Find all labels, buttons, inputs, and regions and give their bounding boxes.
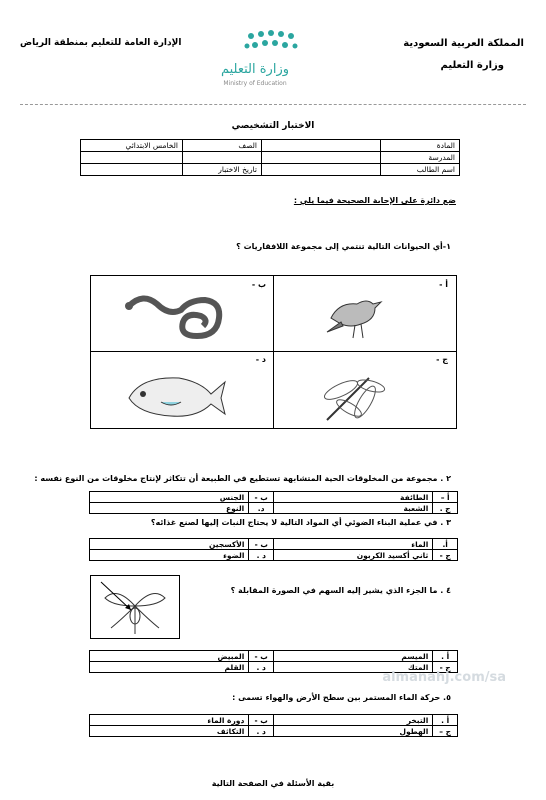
q1-text: ١-أي الحيوانات التالية تنتمي إلى مجموعة اللافقاريات ؟	[236, 242, 451, 251]
logo-text: وزارة التعليم	[220, 62, 290, 77]
watermark: almanahj.com/sa	[382, 670, 506, 685]
q3-option-d[interactable]: الضوء	[90, 550, 249, 561]
ministry-logo	[205, 28, 345, 94]
q5-row	[90, 726, 458, 737]
q4-row	[90, 651, 458, 662]
q1-image-grid	[90, 275, 457, 429]
q4-option-d-key[interactable]: د .	[249, 662, 274, 673]
q2-option-a-key[interactable]: أ –	[433, 492, 458, 503]
q5-text: ٥. حركة الماء المستمر بين سطح الأرض والهواء تسمى :	[232, 693, 451, 702]
q3-option-c[interactable]: ثاني أكسيد الكربون	[274, 550, 433, 561]
header-right	[403, 36, 524, 74]
q3-row	[90, 539, 458, 550]
empty-1	[183, 152, 262, 164]
q3-option-b-key[interactable]: ب -	[249, 539, 274, 550]
q2-options	[89, 491, 458, 514]
footer-note: بقية الأسئلة في الصفحة التالية	[211, 779, 335, 788]
q4-option-b-key[interactable]: ب -	[249, 651, 274, 662]
q4-option-a-key[interactable]: أ .	[433, 651, 458, 662]
q5-option-b-key[interactable]: ب -	[249, 715, 274, 726]
grade-label: الصف	[183, 140, 262, 152]
school-label: المدرسة	[381, 152, 460, 164]
q2-option-c[interactable]: الشعبة	[273, 503, 432, 514]
subject-label: المادة	[381, 140, 460, 152]
q4-option-b[interactable]: المبيض	[90, 651, 249, 662]
q3-option-a[interactable]: الماء	[274, 539, 433, 550]
date-value	[81, 164, 183, 176]
q5-option-a-key[interactable]: أ .	[433, 715, 458, 726]
info-table	[80, 139, 460, 176]
empty-2	[81, 152, 183, 164]
q2-option-c-key[interactable]: ج .	[433, 503, 458, 514]
instruction: ضع دائرة على الإجابة الصحيحة فيما يلي :	[293, 196, 456, 205]
q5-option-c[interactable]: الهطول	[274, 726, 433, 737]
q2-option-b-key[interactable]: ب -	[249, 492, 274, 503]
q3-option-d-key[interactable]: د .	[249, 550, 274, 561]
q5-option-a[interactable]: التبخر	[274, 715, 433, 726]
q5-option-c-key[interactable]: ج –	[433, 726, 458, 737]
q2-row	[90, 492, 458, 503]
q3-options	[89, 538, 458, 561]
q5-row	[90, 715, 458, 726]
snake-image	[119, 286, 229, 344]
q3-text: ٣ . في عملية البناء الضوئي أي المواد التالية لا يحتاج النبات إليها لصنع غذائه؟	[150, 518, 451, 527]
q1-label-b: ب -	[251, 280, 266, 289]
q3-row	[90, 550, 458, 561]
q2-option-b[interactable]: الجنس	[90, 492, 249, 503]
exam-title: الاختبار التشخيصي	[231, 121, 315, 131]
header-left: الإدارة العامة للتعليم بمنطقة الرياض	[20, 38, 182, 48]
subject-value	[262, 140, 381, 152]
q2-option-a[interactable]: الطائفة	[273, 492, 432, 503]
q5-option-b[interactable]: دورة الماء	[90, 715, 249, 726]
q1-label-d: د -	[255, 355, 266, 364]
q5-options	[89, 714, 458, 737]
flower-diagram	[90, 575, 180, 639]
student-label: اسم الطالب	[381, 164, 460, 176]
bird-image	[321, 288, 391, 344]
school-value	[262, 152, 381, 164]
q1-label-c: ج -	[436, 355, 448, 364]
q5-option-d-key[interactable]: د .	[249, 726, 274, 737]
fish-image	[121, 368, 231, 424]
date-label: تاريخ الاختبار	[183, 164, 262, 176]
q4-option-d[interactable]: القلم	[90, 662, 249, 673]
q4-option-c-key[interactable]: ج -	[433, 662, 458, 673]
q2-text: ٢ . مجموعة من المخلوقات الحية المتشابهة تستطيع في الطبيعة أن تتكاثر لإنتاج مخلوقات من النوع نفسه :	[34, 474, 451, 483]
q2-option-d-key[interactable]: د.	[249, 503, 274, 514]
student-value	[262, 164, 381, 176]
header-divider	[20, 104, 526, 105]
q4-option-a[interactable]: الميسم	[274, 651, 433, 662]
grade-value: الخامس الابتدائي	[81, 140, 183, 152]
q4-option-c[interactable]: المتك	[274, 662, 433, 673]
q2-option-d[interactable]: النوع	[90, 503, 249, 514]
q3-option-b[interactable]: الأكسجين	[90, 539, 249, 550]
q3-option-c-key[interactable]: ج -	[433, 550, 458, 561]
q1-label-a: أ -	[439, 280, 448, 289]
q4-text: ٤ . ما الجزء الذي يشير إليه السهم في الصورة المقابلة ؟	[230, 586, 451, 595]
ministry-name: وزارة التعليم	[440, 60, 504, 71]
q3-option-a-key[interactable]: أ.	[433, 539, 458, 550]
q5-option-d[interactable]: التكاثف	[90, 726, 249, 737]
country-name: المملكة العربية السعودية	[403, 38, 524, 49]
logo-subtext: Ministry of Education	[223, 80, 287, 87]
q2-row	[90, 503, 458, 514]
insect-image	[319, 364, 389, 424]
